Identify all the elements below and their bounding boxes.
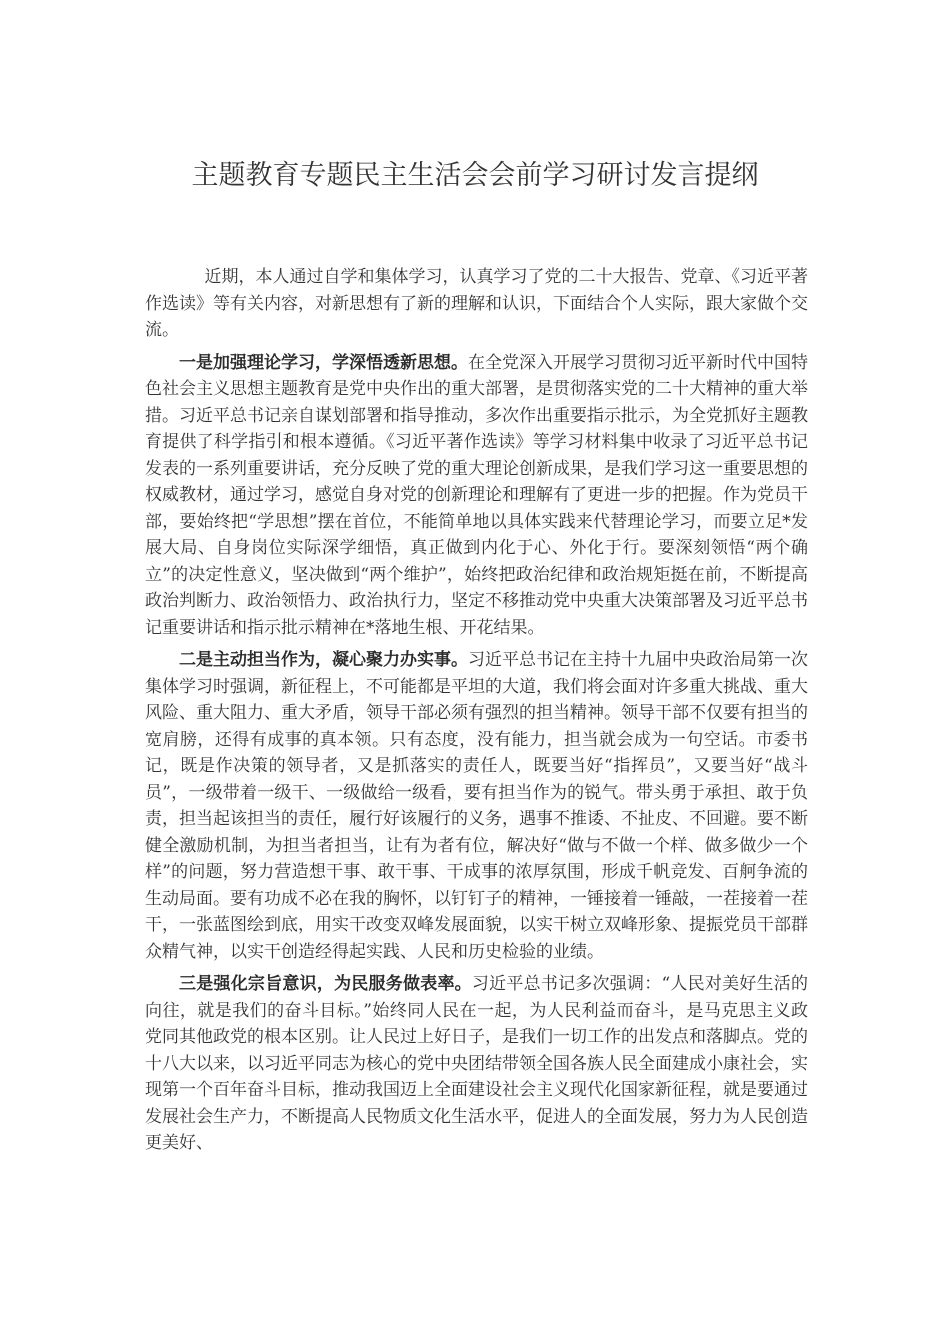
section-lead-3: 三是强化宗旨意识，为民服务做表率。 bbox=[179, 974, 472, 994]
section-paragraph-3 bbox=[145, 971, 808, 1157]
document-title: 主题教育专题民主生活会会前学习研讨发言提纲 bbox=[191, 160, 759, 191]
document-body bbox=[145, 264, 808, 1163]
section-text-2: 习近平总书记在主持十九届中央政治局第一次集体学习时强调，新征程上，不可能都是平坦的大道，我们将会面对许多重大挑战、重大风险、重大阻力、重大矛盾，领导干部必须有强烈的担当精神。领导干部不仅要有担当的宽肩膀，还得有成事的真本领。只有态度，没有能力，担当就会成为一句空话。市委书记，既是作决策的领导者，又是抓落实的责任人，既要当好“指挥员”，又要当好“战斗员”，一级带着一级干、一级做给一级看，要有担当作为的锐气。带头勇于承担、敢于负责，担当起该担当的责任，履行好该履行的义务，遇事不推诿、不扯皮、不回避。要不断健全激励机制，为担当者担当，让有为者有位，解决好“做与不做一个样、做多做少一个样”的问题，努力营造想干事、敢干事、干成事的浓厚氛围，形成千帆竞发、百舸争流的生动局面。要有功成不必在我的胸怀，以钉钉子的精神，一锤接着一锤敲，一茬接着一茬干，一张蓝图绘到底，用实干改变双峰发展面貌，以实干树立双峰形象、提振党员干部群众精气神，以实干创造经得起实践、人民和历史检验的业绩。 bbox=[145, 650, 808, 962]
section-paragraph-1 bbox=[145, 350, 808, 642]
section-lead-1: 一是加强理论学习，学深悟透新思想。 bbox=[179, 352, 468, 373]
section-text-1: 在全党深入开展学习贯彻习近平新时代中国特色社会主义思想主题教育是党中央作出的重大部署，是贯彻落实党的二十大精神的重大举措。习近平总书记亲自谋划部署和指导推动，多次作出重要指示批示，为全党抓好主题教育提供了科学指引和根本遵循。《习近平著作选读》等学习材料集中收录了习近平总书记发表的一系列重要讲话，充分反映了党的重大理论创新成果，是我们学习这一重要思想的权威教材，通过学习，感觉自身对党的创新理论和理解有了更进一步的把握。作为党员干部，要始终把“学思想”摆在首位，不能简单地以具体实践来代替理论学习，而要立足*发展大局、自身岗位实际深学细悟，真正做到内化于心、外化于行。要深刻领悟“两个确立”的决定性意义，坚决做到“两个维护”，始终把政治纪律和政治规矩挺在前，不断提高政治判断力、政治领悟力、政治执行力，坚定不移推动党中央重大决策部署及习近平总书记重要讲话和指示批示精神在*落地生根、开花结果。 bbox=[145, 352, 808, 638]
section-lead-2: 二是主动担当作为，凝心聚力办实事。 bbox=[179, 650, 468, 670]
intro-paragraph: 近期，本人通过自学和集体学习，认真学习了党的二十大报告、党章、《习近平著作选读》等有关内容，对新思想有了新的理解和认识，下面结合个人实际，跟大家做个交流。 bbox=[145, 267, 808, 340]
section-paragraph-2 bbox=[145, 647, 808, 965]
section-text-3: 习近平总书记多次强调：“人民对美好生活的向往，就是我们的奋斗目标。”始终同人民在一起，为人民利益而奋斗，是马克思主义政党同其他政党的根本区别。让人民过上好日子，是我们一切工作的出发点和落脚点。党的十八大以来，以习近平同志为核心的党中央团结带领全国各族人民全面建成小康社会，实现第一个百年奋斗目标，推动我国迈上全面建设社会主义现代化国家新征程，就是要通过发展社会生产力，不断提高人民物质文化生活水平，促进人的全面发展，努力为人民创造更美好、 bbox=[145, 974, 808, 1153]
